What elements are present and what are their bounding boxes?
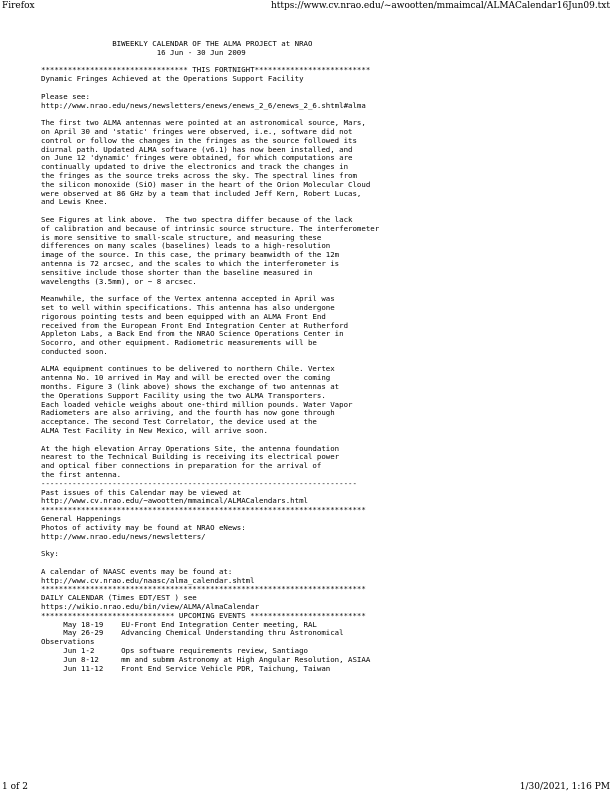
text-line: Observations	[41, 637, 95, 647]
text-line: months. Figure 3 (link above) shows the exchange of two antennas at	[41, 382, 340, 392]
text-line: *************************************************************************	[41, 505, 366, 515]
text-line[interactable]: http://www.nrao.edu/news/newsletters/	[41, 531, 206, 541]
text-line[interactable]: https://wikio.nrao.edu/bin/view/ALMA/AlmaCalendar	[41, 602, 260, 611]
text-line: Dynamic Fringes Achieved at the Operations Support Facility	[41, 74, 304, 84]
text-line: continually updated to drive the electronics and track the changes in	[41, 162, 349, 172]
text-line: ********************************* THIS FORTNIGHT**************************	[41, 65, 371, 75]
text-line: Past issues of this Calendar may be viewed at	[41, 487, 242, 497]
text-line: differences on many scales (baselines) leads to a high-resolution	[41, 241, 331, 251]
text-line[interactable]: http://www.nrao.edu/news/newsletters/enews/enews_2_6/enews_2_6.shtml#alma	[41, 100, 366, 110]
text-line: A calendar of NAASC events may be found at:	[41, 566, 233, 576]
text-line: the silicon monoxide (SiO) maser in the heart of the Orion Molecular Cloud	[41, 179, 371, 189]
text-line: antenna No. 10 arrived in May and will be erected over the coming	[41, 373, 331, 383]
text-line: the first antenna.	[41, 470, 122, 480]
text-line: 16 Jun - 30 Jun 2009	[41, 47, 246, 57]
text-line: See Figures at link above. The two spectra differ because of the lack	[41, 214, 353, 224]
text-line: *************************************************************************	[41, 584, 366, 594]
text-line: -----------------------------------------------------------------------	[41, 478, 357, 488]
text-line: antenna is 72 arcsec, and the scales to which the interferometer is	[41, 258, 340, 268]
text-line: Socorro, and other equipment. Radiometric measurements will be	[41, 338, 317, 348]
text-line: General Happenings	[41, 514, 122, 524]
text-line: Jun 11-12 Front End Service Vehicle PDR, Taichung, Taiwan	[41, 663, 331, 673]
text-line: on April 30 and 'static' fringes were observed, i.e., software did not	[41, 126, 353, 136]
text-line: conducted soon.	[41, 346, 108, 356]
text-line: rigorous pointing tests and been equipped with an ALMA Front End	[41, 311, 326, 321]
text-line: Radiometers are also arriving, and the fourth has now gone through	[41, 408, 335, 418]
text-line: ****************************** UPCOMING EVENTS **************************	[41, 610, 366, 620]
text-line: of calibration and because of intrinsic source structure. The interferometer	[41, 223, 380, 233]
text-line: Sky:	[41, 549, 59, 559]
text-line: and optical fiber connections in preparation for the arrival of	[41, 461, 322, 471]
text-line: May 26-29 Advancing Chemical Understanding thru Astronomical	[41, 628, 344, 638]
text-line: The first two ALMA antennas were pointed at an astronomical source, Mars,	[41, 118, 366, 128]
text-line: DAILY CALENDAR (Times EDT/EST ) see	[41, 593, 197, 603]
text-line: received from the European Front End Integration Center at Rutherford	[41, 320, 349, 330]
page-url[interactable]: https://www.cv.nrao.edu/~awootten/mmaimcal/ALMACalendar16Jun09.txt	[271, 1, 610, 11]
text-line[interactable]: http://www.cv.nrao.edu/~awootten/mmaimcal/ALMACalendars.html	[41, 496, 308, 506]
text-line: sensitive include those shorter than the baseline measured in	[41, 267, 313, 277]
text-line: wavelengths (3.5mm), or ~ 8 arcsec.	[41, 276, 197, 286]
text-line: nearest to the Technical Building is receiving its electrical power	[41, 452, 340, 462]
text-line: diurnal path. Updated ALMA software (v6.1) has now been installed, and	[41, 144, 353, 154]
text-line	[41, 84, 606, 93]
text-line: set to well within specifications. This antenna has also undergone	[41, 302, 335, 312]
print-timestamp: 1/30/2021, 1:16 PM	[519, 782, 610, 792]
text-line: Appleton Labs, a Back End from the NRAO Science Operations Center in	[41, 329, 344, 339]
text-line: were observed at 86 GHz by a team that included Jeff Kern, Robert Lucas,	[41, 188, 362, 198]
text-line: Photos of activity may be found at NRAO eNews:	[41, 522, 246, 532]
text-line: Please see:	[41, 91, 90, 101]
text-line: At the high elevation Array Operations Site, the antenna foundation	[41, 443, 340, 453]
text-line: the fringes as the source treks across the sky. The spectral lines from	[41, 170, 357, 180]
text-line: Jun 1-2 Ops software requirements review, Santiago	[41, 645, 308, 655]
text-line: image of the source. In this case, the primary beamwidth of the 12m	[41, 250, 340, 260]
text-line: acceptance. The second Test Correlator, the device used at the	[41, 417, 317, 427]
page-indicator: 1 of 2	[2, 782, 28, 792]
text-line[interactable]: http://www.cv.nrao.edu/naasc/alma_calendar.shtml	[41, 575, 255, 585]
text-line: on June 12 'dynamic' fringes were obtained, for which computations are	[41, 153, 353, 163]
text-line	[41, 541, 606, 550]
text-line: and Lewis Knee.	[41, 197, 108, 207]
text-line: Jun 8-12 mm and submm Astronomy at High Angular Resolution, ASIAA	[41, 654, 371, 664]
document-body	[41, 40, 606, 673]
text-line: the Operations Support Facility using the two ALMA Transporters.	[41, 390, 326, 400]
text-line: ALMA equipment continues to be delivered to northern Chile. Vertex	[41, 364, 335, 374]
text-line: May 18-19 EU-Front End Integration Center meeting, RAL	[41, 619, 317, 629]
text-line: is more sensitive to small-scale structure, and measuring these	[41, 232, 322, 242]
text-line: Each loaded vehicle weighs about one-third million pounds. Water Vapor	[41, 399, 353, 409]
browser-app-name: Firefox	[2, 1, 35, 11]
text-line: BIWEEKLY CALENDAR OF THE ALMA PROJECT at NRAO	[41, 39, 313, 48]
text-line: ALMA Test Facility in New Mexico, will arrive soon.	[41, 426, 268, 436]
text-line: Meanwhile, the surface of the Vertex antenna accepted in April was	[41, 294, 335, 304]
text-line: control or follow the changes in the fringes as the source followed its	[41, 135, 357, 145]
